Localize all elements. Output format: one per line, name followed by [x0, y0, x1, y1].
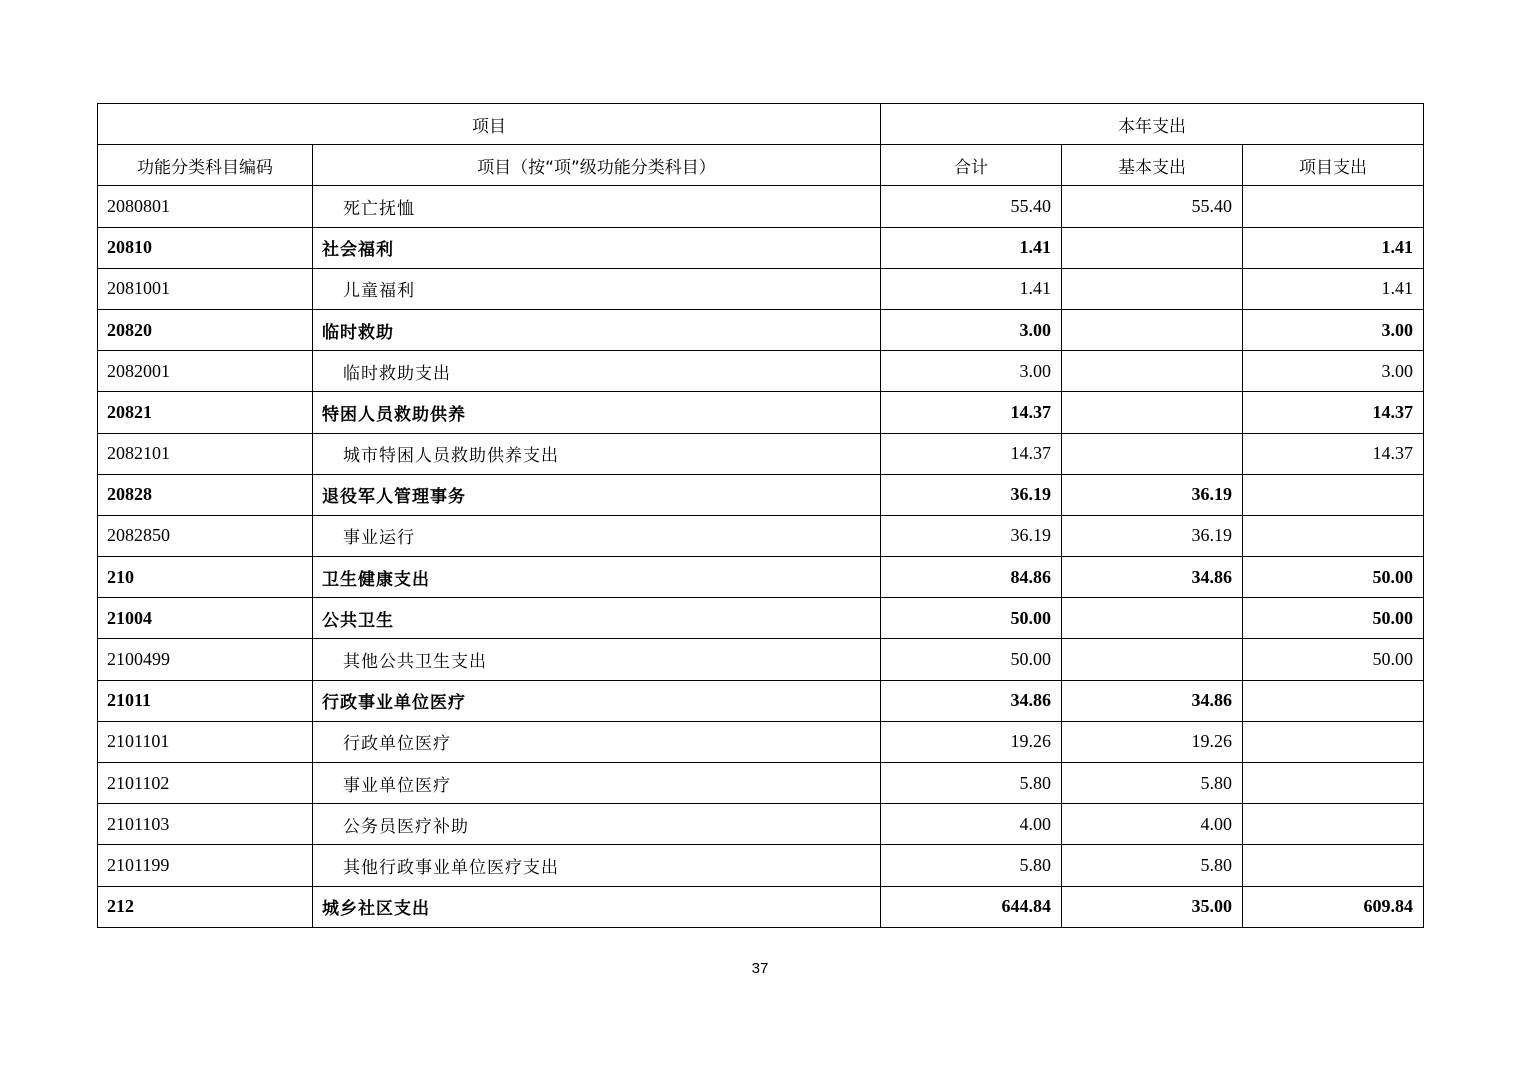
- code-cell: 2101103: [98, 804, 313, 845]
- table-row: [98, 886, 1424, 927]
- basic-cell: [1062, 268, 1243, 309]
- total-cell: 644.84: [881, 886, 1062, 927]
- table-row: [98, 721, 1424, 762]
- basic-cell: [1062, 309, 1243, 350]
- name-cell: 其他公共卫生支出: [313, 639, 881, 680]
- header-row-top: [98, 104, 1424, 145]
- name-cell: 卫生健康支出: [313, 557, 881, 598]
- name-cell: 其他行政事业单位医疗支出: [313, 845, 881, 886]
- project-cell: [1243, 186, 1424, 227]
- total-cell: 34.86: [881, 680, 1062, 721]
- table-row: [98, 227, 1424, 268]
- name-cell: 事业运行: [313, 515, 881, 556]
- code-cell: 2101102: [98, 763, 313, 804]
- project-cell: [1243, 474, 1424, 515]
- code-cell: 20820: [98, 309, 313, 350]
- budget-expenditure-table: [97, 103, 1424, 928]
- total-cell: 3.00: [881, 309, 1062, 350]
- project-cell: [1243, 845, 1424, 886]
- header-row-sub: [98, 145, 1424, 186]
- table-row: [98, 474, 1424, 515]
- project-cell: [1243, 804, 1424, 845]
- total-cell: 50.00: [881, 598, 1062, 639]
- project-cell: 50.00: [1243, 598, 1424, 639]
- basic-cell: [1062, 351, 1243, 392]
- basic-cell: [1062, 639, 1243, 680]
- basic-cell: 34.86: [1062, 680, 1243, 721]
- table-row: [98, 186, 1424, 227]
- basic-cell: [1062, 227, 1243, 268]
- table-body: [98, 186, 1424, 927]
- table-row: [98, 845, 1424, 886]
- table-row: [98, 392, 1424, 433]
- code-cell: 2080801: [98, 186, 313, 227]
- total-cell: 50.00: [881, 639, 1062, 680]
- name-cell: 临时救助: [313, 309, 881, 350]
- project-cell: [1243, 680, 1424, 721]
- total-cell: 5.80: [881, 763, 1062, 804]
- total-cell: 14.37: [881, 392, 1062, 433]
- table-row: [98, 351, 1424, 392]
- project-cell: [1243, 515, 1424, 556]
- code-cell: 2082850: [98, 515, 313, 556]
- total-cell: 36.19: [881, 515, 1062, 556]
- project-cell: [1243, 763, 1424, 804]
- basic-cell: [1062, 598, 1243, 639]
- table-row: [98, 433, 1424, 474]
- total-cell: 1.41: [881, 268, 1062, 309]
- code-cell: 20810: [98, 227, 313, 268]
- table-row: [98, 515, 1424, 556]
- name-cell: 死亡抚恤: [313, 186, 881, 227]
- table-row: [98, 557, 1424, 598]
- code-cell: 2101199: [98, 845, 313, 886]
- table-row: [98, 639, 1424, 680]
- total-cell: 36.19: [881, 474, 1062, 515]
- code-cell: 2082101: [98, 433, 313, 474]
- header-current-year-expenditure: 本年支出: [881, 104, 1424, 145]
- total-cell: 55.40: [881, 186, 1062, 227]
- header-item-by-class: 项目（按“项”级功能分类科目）: [313, 145, 881, 186]
- project-cell: 50.00: [1243, 557, 1424, 598]
- basic-cell: 34.86: [1062, 557, 1243, 598]
- header-basic: 基本支出: [1062, 145, 1243, 186]
- name-cell: 公务员医疗补助: [313, 804, 881, 845]
- basic-cell: 55.40: [1062, 186, 1243, 227]
- header-total: 合计: [881, 145, 1062, 186]
- name-cell: 特困人员救助供养: [313, 392, 881, 433]
- code-cell: 2082001: [98, 351, 313, 392]
- table-row: [98, 680, 1424, 721]
- name-cell: 行政事业单位医疗: [313, 680, 881, 721]
- code-cell: 210: [98, 557, 313, 598]
- basic-cell: 36.19: [1062, 474, 1243, 515]
- name-cell: 临时救助支出: [313, 351, 881, 392]
- basic-cell: [1062, 392, 1243, 433]
- basic-cell: 36.19: [1062, 515, 1243, 556]
- table-row: [98, 598, 1424, 639]
- name-cell: 退役军人管理事务: [313, 474, 881, 515]
- total-cell: 14.37: [881, 433, 1062, 474]
- total-cell: 1.41: [881, 227, 1062, 268]
- basic-cell: 19.26: [1062, 721, 1243, 762]
- project-cell: 14.37: [1243, 392, 1424, 433]
- header-code: 功能分类科目编码: [98, 145, 313, 186]
- project-cell: 50.00: [1243, 639, 1424, 680]
- total-cell: 3.00: [881, 351, 1062, 392]
- project-cell: 1.41: [1243, 227, 1424, 268]
- name-cell: 城市特困人员救助供养支出: [313, 433, 881, 474]
- project-cell: 609.84: [1243, 886, 1424, 927]
- header-project: 项目支出: [1243, 145, 1424, 186]
- basic-cell: 4.00: [1062, 804, 1243, 845]
- table-row: [98, 268, 1424, 309]
- project-cell: 3.00: [1243, 309, 1424, 350]
- name-cell: 社会福利: [313, 227, 881, 268]
- project-cell: 1.41: [1243, 268, 1424, 309]
- header-item: 项目: [98, 104, 881, 145]
- total-cell: 19.26: [881, 721, 1062, 762]
- basic-cell: 5.80: [1062, 763, 1243, 804]
- project-cell: 14.37: [1243, 433, 1424, 474]
- name-cell: 行政单位医疗: [313, 721, 881, 762]
- name-cell: 事业单位医疗: [313, 763, 881, 804]
- basic-cell: [1062, 433, 1243, 474]
- code-cell: 21004: [98, 598, 313, 639]
- project-cell: 3.00: [1243, 351, 1424, 392]
- page-number: 37: [751, 960, 769, 977]
- code-cell: 2101101: [98, 721, 313, 762]
- basic-cell: 5.80: [1062, 845, 1243, 886]
- name-cell: 公共卫生: [313, 598, 881, 639]
- code-cell: 212: [98, 886, 313, 927]
- code-cell: 2100499: [98, 639, 313, 680]
- name-cell: 儿童福利: [313, 268, 881, 309]
- code-cell: 20828: [98, 474, 313, 515]
- total-cell: 4.00: [881, 804, 1062, 845]
- name-cell: 城乡社区支出: [313, 886, 881, 927]
- total-cell: 84.86: [881, 557, 1062, 598]
- table-row: [98, 763, 1424, 804]
- basic-cell: 35.00: [1062, 886, 1243, 927]
- total-cell: 5.80: [881, 845, 1062, 886]
- table-row: [98, 804, 1424, 845]
- code-cell: 20821: [98, 392, 313, 433]
- project-cell: [1243, 721, 1424, 762]
- table-row: [98, 309, 1424, 350]
- code-cell: 2081001: [98, 268, 313, 309]
- code-cell: 21011: [98, 680, 313, 721]
